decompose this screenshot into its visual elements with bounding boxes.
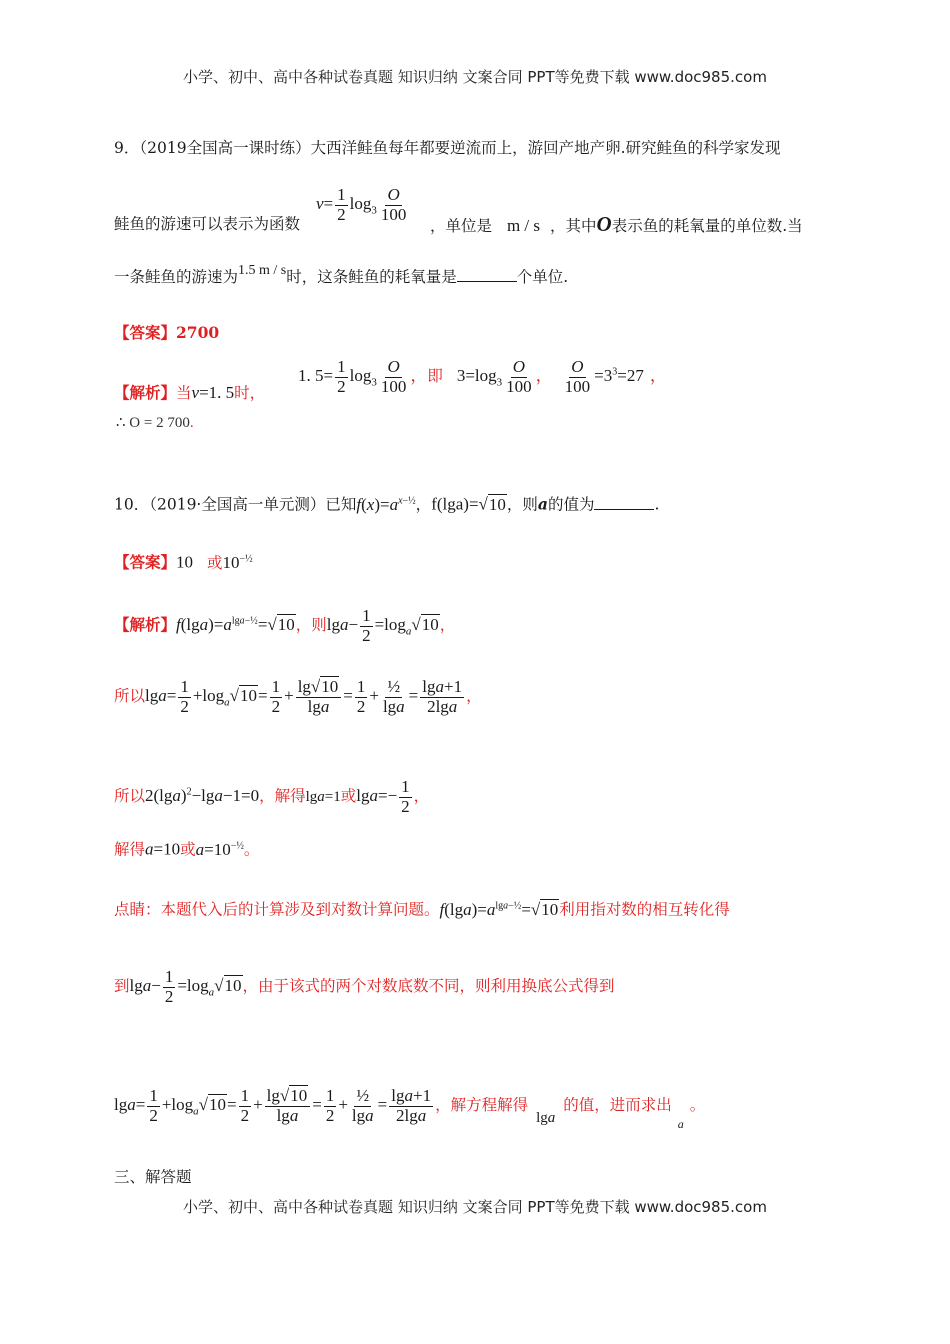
analysis-text: 解得 (114, 840, 146, 859)
analysis-10-line1: 【解析】$f(\lg a)=a^{lga-\frac{1}{2}}=√10$，则lga− $\frac{1}{2}$ $=\log_a√10$， (114, 606, 456, 645)
question-text: 鲑鱼的游速可以表示为函数 (114, 215, 301, 233)
analysis-label: 【解析】 (114, 615, 177, 635)
answer-text: 或 (207, 553, 223, 572)
answer-label: 【答案】 (114, 323, 177, 342)
question-10-line1: 10．（2019·全国高一单元测）已知$f(x)=a^{x-\frac{1}{2}}$，f(lga)=√10，则a的值为 . (114, 494, 660, 514)
question-text: 个单位. (516, 268, 569, 286)
question-9-line3 (114, 263, 569, 290)
analysis-label: 【解析】 (114, 383, 177, 402)
conclusion-text: ∴ O = 2 700 (116, 415, 190, 431)
separator: ， (466, 687, 482, 706)
page-footer: 小学、初中、高中各种试卷真题 知识归纳 文案合同 PPT等免费下载 www.doc985.com (183, 1198, 767, 1216)
separator: 。 (243, 840, 260, 859)
separator: . (189, 415, 194, 431)
analysis-text: 所以 (114, 787, 146, 806)
separator: ， (439, 616, 456, 635)
separator: ， (410, 366, 428, 386)
page-header: 小学、初中、高中各种试卷真题 知识归纳 文案合同 PPT等免费下载 www.doc985.com (183, 68, 767, 86)
separator: ， (413, 787, 430, 806)
answer-9 (114, 322, 219, 344)
analysis-10-line2: 所以lga= $\frac{1}{2}$ $+\log_a√10=$ $\frac{1}{2}$ + $\frac{\lg√10}{\lg a}$ = $\frac{1}{2}$ + $\frac{\text{½}}{\lg a}$ = $\frac{\lg a+1}{2\lg a}$ ， (114, 677, 482, 716)
tip-line3: lga= $\frac{1}{2}$ $+\log_a√10=$ $\frac{1}{2}$ + $\frac{\lg√10}{\lg a}$ = $\frac{1}{2}$ + $\frac{\text{½}}{\lg a}$ = $\frac{\lg a+1}{2\lg a}$ ，解方程解得lga的值，进而求出$_a$。 (114, 1086, 706, 1132)
question-9-line2-text (114, 213, 300, 235)
question-text: 的值为 (547, 495, 595, 514)
speed-value: 1.5 m / s (238, 263, 287, 278)
question-text: ，则 (506, 495, 538, 514)
answer-blank (594, 495, 654, 510)
question-text: 时，这条鲑鱼的耗氧量是 (286, 268, 457, 286)
analysis-text: ，则 (295, 616, 327, 635)
question-number: 10． (114, 495, 150, 514)
variable-a: a (537, 494, 548, 514)
question-text: ， (415, 495, 432, 514)
separator: ， (535, 366, 553, 386)
tip-text: 到 (114, 977, 130, 996)
variable-O: O (596, 212, 612, 236)
question-source: （2019·全国高一单元测） (149, 495, 326, 514)
analysis-9-formula: 1. 5= $\frac{1}{2}$ $\log_3$ $\frac{O}{100}$ ，即 $3=\log_3$ $\frac{O}{100}$ ， $\frac{O}{100}$ $=3^3=27$ ， (298, 357, 667, 396)
tip-line1: 点睛：本题代入后的计算涉及到对数计算问题。$f(\lg a)=a^{lga-\frac{1}{2}}=√10$利用指对数的相互转化得 (114, 899, 730, 919)
question-text: 表示鱼的耗氧量的单位数.当 (611, 217, 803, 235)
question-text: 大西洋鲑鱼每年都要逆流而上，游回产地产卵.研究鲑鱼的科学家发现 (310, 139, 781, 157)
tip-text: 点睛：本题代入后的计算涉及到对数计算问题。 (114, 900, 440, 919)
tip-text: 。 (689, 1096, 706, 1115)
question-text: f(lga)= (431, 494, 479, 514)
question-text: ，其中 (550, 217, 597, 235)
analysis-text: 或 (340, 787, 357, 806)
formula-speed: v= $\frac{1}{2}$ $\log_3$ $\frac{O}{100}$ (316, 185, 407, 224)
question-9-line1 (114, 137, 781, 159)
analysis-text: 当 (176, 384, 192, 402)
question-number: 9． (114, 139, 140, 157)
variable-a: a (677, 1117, 684, 1132)
answer-10: 【答案】10 或$10^{-\frac{1}{2}}$ (114, 552, 253, 572)
tip-text: ，由于该式的两个对数底数不同，则利用换底公式得到 (242, 977, 615, 996)
question-9-line2-rest (430, 213, 803, 237)
answer-blank (457, 267, 517, 282)
question-text: . (654, 495, 660, 514)
analysis-text: 即 (427, 367, 443, 386)
analysis-9-label: 【解析】当v=1. 5时， (114, 383, 266, 402)
analysis-10-line3: 所以$2(\lg a)^2-\lg a-1=0$，解得lga=1或lga=− $\frac{1}{2}$ ， (114, 777, 430, 816)
question-text: 已知 (325, 495, 357, 514)
section-title: 三、解答题 (114, 1168, 192, 1186)
tip-line2: 到lga− $\frac{1}{2}$ $=\log_a√10$，由于该式的两个对数底数不同，则利用换底公式得到 (114, 967, 615, 1006)
analysis-10-line4: 解得a=10或$a=10^{-\frac{1}{2}}$。 (114, 839, 260, 859)
question-text: 一条鲑鱼的游速为 (114, 268, 239, 286)
analysis-text: 或 (180, 840, 196, 859)
question-text: ，单位是 (430, 217, 493, 235)
analysis-text: 时， (234, 384, 266, 402)
unit-label: m / s (506, 216, 541, 235)
question-source: （2019全国高一课时练） (139, 139, 311, 157)
tip-text: 的值，进而求出 (563, 1096, 672, 1115)
answer-label: 【答案】 (114, 552, 177, 572)
separator: ， (649, 366, 667, 386)
tip-text: 利用指对数的相互转化得 (559, 900, 730, 919)
analysis-text: ，解得 (259, 787, 306, 806)
analysis-9-conclusion (116, 413, 194, 432)
analysis-text: 所以 (114, 687, 146, 706)
answer-value: 10 (176, 552, 194, 572)
tip-text: ，解方程解得 (435, 1096, 529, 1115)
answer-value: 2700 (176, 323, 220, 342)
